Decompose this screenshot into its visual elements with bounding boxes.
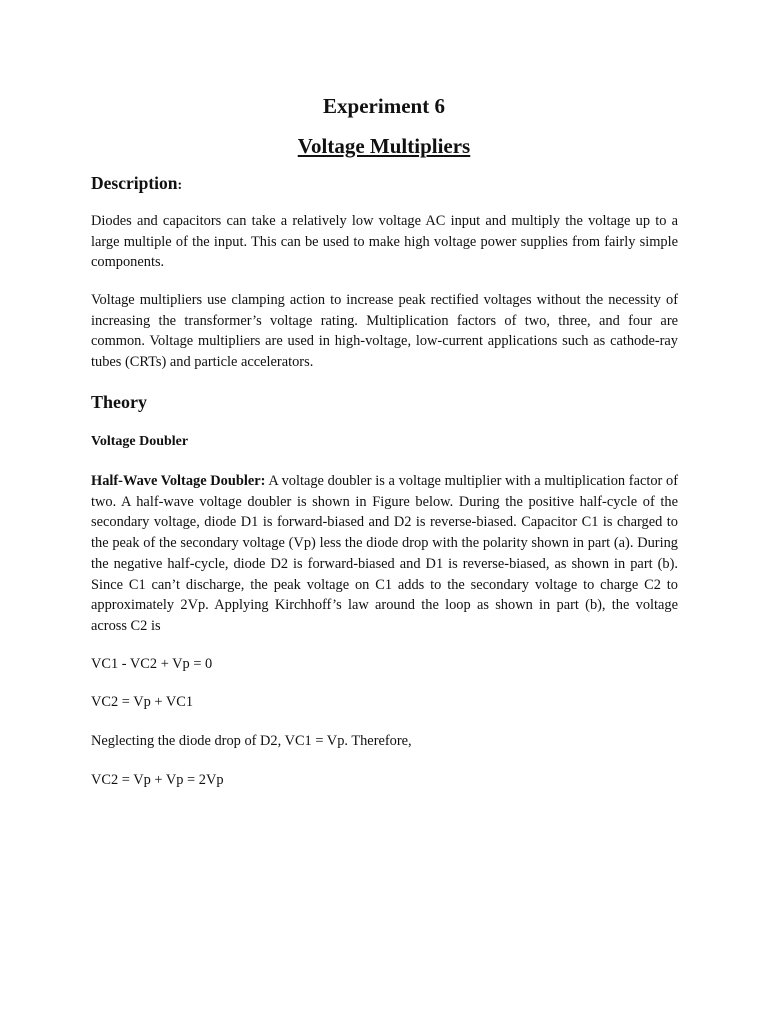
description-heading [91,173,182,194]
equation-note: Neglecting the diode drop of D2, VC1 = Vp. Therefore, [91,733,412,749]
description-heading-text: Description [91,173,178,193]
equation-2: VC2 = Vp + VC1 [91,694,194,710]
document-title: Experiment 6 [323,94,445,118]
voltage-doubler-subheading: Voltage Doubler [91,434,189,449]
equation-3: VC2 = Vp + Vp = 2Vp [91,772,224,788]
description-heading-colon: : [177,178,183,193]
half-wave-text: A voltage doubler is a voltage multiplier with a multiplication factor of two. A half-wave voltage doubler is shown in Figure below. During the positive half-cycle of the secondary voltage, diode D1 is forward-biased and D2 is reverse-biased. Capacitor C1 is charged to the peak of the secondary voltage (Vp) less the diode drop with the polarity shown in part (a). During the negative half-cycle, diode D2 is forward-biased and D1 is reverse-biased, as shown in part (b). Since C1 can’t discharge, the peak voltage on C1 adds to the secondary voltage to charge C2 to approximately 2Vp. Applying Kirchhoff’s law around the loop as shown in part (b), the voltage across C2 is [91,473,678,634]
theory-heading: Theory [91,392,147,412]
half-wave-paragraph [91,471,678,637]
document-subtitle: Voltage Multipliers [297,134,471,158]
description-paragraph-1: Diodes and capacitors can take a relatively low voltage AC input and multiply the voltage up to a large multiple of the input. This can be used to make high voltage power supplies from fairly simple components. [91,213,678,271]
equation-1: VC1 - VC2 + Vp = 0 [91,656,213,672]
half-wave-lead: Half-Wave Voltage Doubler: [91,473,266,489]
description-paragraph-2: Voltage multipliers use clamping action to increase peak rectified voltages without the necessity of increasing the transformer’s voltage rating. Multiplication factors of two, three, and four are common. Voltage multipliers are used in high-voltage, low-current applications such as cathode-ray tubes (CRTs) and particle accelerators. [91,292,678,371]
